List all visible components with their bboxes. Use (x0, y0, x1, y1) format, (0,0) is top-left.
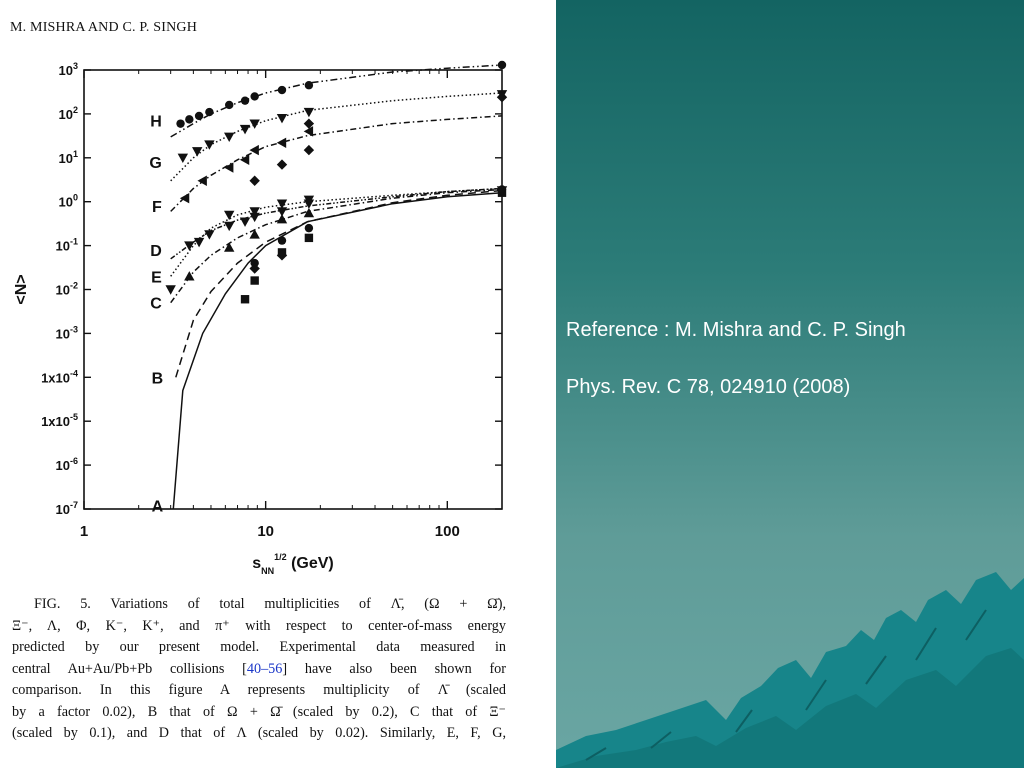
series-d-point (224, 222, 234, 231)
caption-line-3: predicted by our present model. Experimental data measured in (12, 639, 506, 655)
caption-line-7: (scaled by 0.1), and D that of Λ (scaled by 0.02). Similarly, E, F, G, (12, 725, 506, 741)
series-c-line (171, 190, 502, 303)
reference-journal: Phys. Rev. C 78, 024910 (2008) (566, 376, 851, 398)
series-g-point (178, 154, 188, 163)
x-tick-label: 100 (434, 523, 460, 540)
series-g-point (204, 140, 214, 149)
series-a-point (241, 295, 249, 303)
paper-header: M. MISHRA AND C. P. SINGH (10, 20, 198, 35)
series-a-point (250, 276, 258, 284)
series-h-point (241, 96, 249, 104)
series-d-label: D (150, 242, 162, 260)
series-a-point (305, 234, 313, 242)
series-g-point (304, 108, 314, 117)
y-tick-label: $10^2$ (58, 104, 78, 122)
y-tick-label: $10^{-3}$ (55, 324, 78, 342)
reference-block (566, 316, 906, 402)
series-f-point (240, 155, 249, 165)
series-f-point (180, 193, 189, 203)
series-f-label: F (152, 198, 162, 216)
series-extra-point (304, 145, 314, 155)
y-tick-label: $1x10^{-5}$ (41, 412, 78, 430)
series-h-point (205, 108, 213, 116)
y-tick-label: $10^0$ (58, 192, 78, 210)
y-tick-label: $10^3$ (58, 61, 78, 78)
series-h-label: H (150, 113, 162, 131)
series-d-point (194, 238, 204, 247)
series-h-point (498, 61, 506, 69)
series-h-line (171, 65, 502, 137)
series-h-point (176, 119, 184, 127)
series-g-point (224, 133, 234, 142)
series-h-point (305, 81, 313, 89)
series-c-point (224, 242, 234, 251)
series-a-label: A (151, 498, 164, 516)
caption-line-4-text: central Au+Au/Pb+Pb collisions [40–56] have also been shown for (12, 660, 507, 677)
caption-line-4 (12, 659, 506, 681)
series-d-point (240, 218, 250, 227)
series-f-point (277, 138, 286, 148)
series-e-point (224, 211, 234, 220)
series-e-line (171, 189, 502, 277)
series-g-line (171, 93, 502, 181)
series-d-point (184, 241, 194, 250)
series-g-point (249, 119, 259, 128)
plot-frame (84, 70, 502, 509)
caption-reference-link[interactable]: 40–56 (246, 660, 283, 677)
series-e-label: E (151, 269, 162, 287)
series-b-label: B (151, 370, 164, 388)
series-f-point (197, 176, 206, 186)
y-tick-label: $10^{-7}$ (55, 500, 78, 517)
series-b-point (305, 224, 313, 232)
series-f-point (224, 162, 233, 172)
series-b-point (278, 236, 286, 244)
y-tick-label: $10^1$ (58, 148, 78, 166)
series-b-line (176, 191, 502, 378)
caption-line-1: FIG. 5. Variations of total multiplicities of Λ̄, (Ω + Ω̄), (34, 596, 506, 612)
caption-line-5: comparison. In this figure A represents multiplicity of Λ̄ (scaled (12, 682, 506, 698)
y-tick-label: $10^{-2}$ (55, 280, 78, 298)
series-a-line (173, 193, 502, 509)
series-h-point (278, 86, 286, 94)
series-extra-point (249, 176, 259, 186)
series-e-point (165, 285, 175, 294)
series-g-point (277, 114, 287, 123)
series-c-label: C (150, 295, 162, 313)
series-h-point (195, 112, 203, 120)
series-h-point (225, 101, 233, 109)
y-tick-label: $10^{-6}$ (55, 456, 78, 474)
series-extra-point (277, 159, 287, 169)
mountain-silhouette (556, 560, 1024, 768)
y-axis-label: <N> (13, 274, 30, 305)
series-c-point (184, 271, 194, 280)
y-tick-label: $10^{-1}$ (55, 236, 78, 254)
x-tick-label: 10 (257, 523, 275, 540)
y-tick-label: $1x10^{-4}$ (41, 368, 78, 386)
series-g-label: G (149, 155, 162, 173)
series-h-point (250, 92, 258, 100)
x-axis-label: $s_{NN}^{1/2}$ (GeV) (252, 552, 334, 576)
caption-line-6: by a factor 0.02), B that of Ω + Ω̄ (scaled by 0.2), C that of Ξ⁻ (12, 703, 506, 720)
series-c-point (249, 229, 259, 238)
multiplicity-chart (0, 40, 556, 580)
caption-line-2: Ξ⁻, Λ, Φ, K⁻, K⁺, and π⁺ with respect to center-of-mass energy (12, 617, 506, 634)
series-g-point (192, 147, 202, 156)
figure-caption (12, 594, 506, 745)
series-h-point (185, 115, 193, 123)
x-tick-label: 1 (79, 523, 89, 540)
reference-authors: Reference : M. Mishra and C. P. Singh (566, 319, 906, 341)
